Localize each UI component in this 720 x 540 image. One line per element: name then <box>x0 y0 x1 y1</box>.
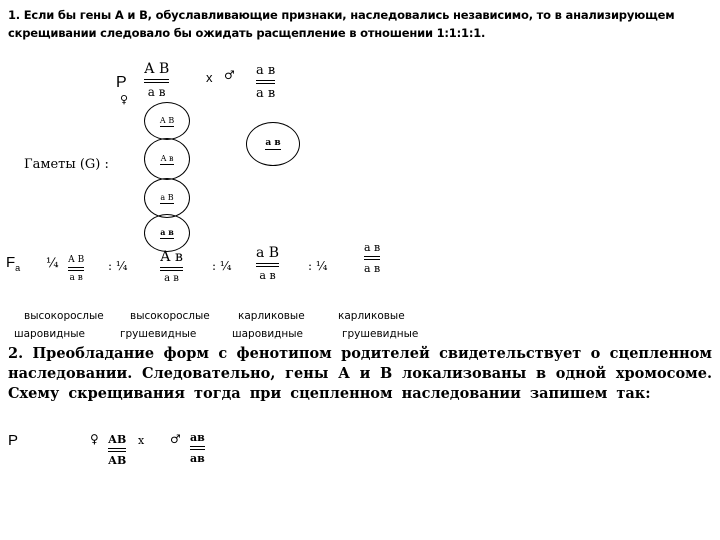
gametes-label: Гаметы (G) : <box>24 157 109 172</box>
fa-label <box>6 254 20 273</box>
male-symbol-2: ♂ <box>170 432 181 446</box>
cross-times-2: х <box>138 434 145 447</box>
fa-genotype-4-bottom: а в <box>364 261 381 275</box>
fa-separator-1: : ¼ <box>108 259 128 273</box>
fa-separator-2: : ¼ <box>212 259 232 273</box>
fa-genotype-1-top: А В <box>68 255 85 265</box>
female-genotype-bottom: а в <box>147 84 166 99</box>
female-genotype-2 <box>108 434 126 466</box>
male-genotype-top: а в <box>256 63 276 78</box>
fa-genotype-2-bottom: а в <box>164 272 179 284</box>
phenotype-3-height: карликовые <box>238 310 305 322</box>
male-genotype <box>256 64 275 100</box>
male-genotype-2 <box>190 432 205 464</box>
phenotype-4-height: карликовые <box>338 310 405 322</box>
fa-genotype-3 <box>256 246 279 281</box>
fa-label-letter: F <box>6 254 16 271</box>
parents-label-2: Р <box>8 432 19 449</box>
parents-label: Р <box>116 74 127 91</box>
gamete-male-1-label: а в <box>265 138 281 148</box>
fa-genotype-1 <box>68 256 84 284</box>
male-symbol: ♂ <box>224 68 235 82</box>
gamete-female-1-label: А В <box>159 115 175 125</box>
female-genotype-2-bottom: АВ <box>108 453 127 467</box>
female-genotype-top: А В <box>144 61 170 77</box>
male-genotype-2-bottom: ав <box>190 451 205 465</box>
fa-genotype-1-bottom: а в <box>69 273 83 284</box>
fa-genotype-2 <box>160 250 183 284</box>
gamete-female-3 <box>144 178 190 218</box>
female-genotype <box>144 62 169 98</box>
phenotype-1-height: высокорослые <box>24 310 104 322</box>
fa-genotype-4-top: а в <box>364 241 381 254</box>
phenotype-1-shape: шаровидные <box>14 328 86 340</box>
gamete-female-4 <box>144 214 190 252</box>
fa-genotype-2-top: А в <box>160 249 183 265</box>
gamete-female-2 <box>144 138 190 180</box>
cross-times: х <box>206 70 213 85</box>
paragraph-linked-inheritance: 2. Преобладание форм с фенотипом родителей свидетельствует о сцепленном наследовании. Следовательно, гены А и В локализованы в одной хромосоме. Схему скрещивания тогда при сцепленном наследовании запишем так: <box>8 345 712 402</box>
fa-genotype-3-bottom: а в <box>259 268 276 282</box>
gamete-female-4-label: а в <box>160 227 174 237</box>
female-symbol-2: ♀ <box>90 432 99 446</box>
phenotype-3-shape: шаровидные <box>232 328 304 340</box>
male-genotype-bottom: а в <box>256 85 276 101</box>
gamete-female-2-label: А в <box>160 153 174 163</box>
fa-label-subscript: а <box>15 263 21 273</box>
fa-genotype-3-top: а В <box>256 245 280 261</box>
female-genotype-2-top: АВ <box>108 433 127 446</box>
phenotype-2-height: высокорослые <box>130 310 210 322</box>
fa-coefficient: ¼ <box>46 256 59 271</box>
gamete-male-1 <box>246 122 300 166</box>
fa-genotype-4 <box>364 242 380 274</box>
fa-separator-3: : ¼ <box>308 259 328 273</box>
gamete-female-1 <box>144 102 190 140</box>
phenotype-2-shape: грушевидные <box>120 328 197 340</box>
paragraph-independent-inheritance: 1. Если бы гены А и В, обуславливающие признаки, наследовались независимо, то в анализирующем скрещивании следовало бы ожидать расщепление в отношении 1:1:1:1. <box>8 8 675 40</box>
female-symbol: ♀ <box>120 93 129 106</box>
gamete-female-3-label: а В <box>160 192 174 202</box>
phenotype-4-shape: грушевидные <box>342 328 419 340</box>
male-genotype-2-top: ав <box>190 431 205 444</box>
